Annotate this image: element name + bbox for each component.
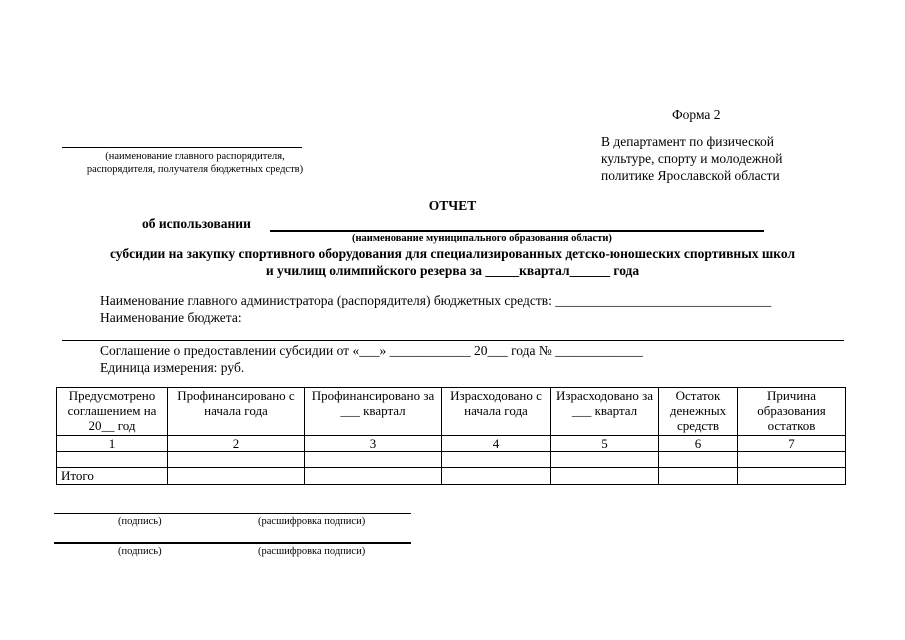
report-table: [56, 387, 846, 485]
table-cell[interactable]: [738, 452, 846, 468]
sender-caption-line-2: распорядителя, получателя бюджетных средств): [86, 164, 304, 175]
usage-prefix: об использовании: [142, 216, 251, 231]
table-cell[interactable]: [551, 452, 659, 468]
table-cell[interactable]: [738, 468, 846, 485]
table-cell[interactable]: [442, 468, 551, 485]
recipient-line-1: В департамент по физической: [601, 134, 774, 149]
recipient-line-2: культуре, спорту и молодежной: [601, 151, 783, 166]
municipal-name-line[interactable]: [270, 230, 764, 232]
table-total-row: [57, 468, 846, 485]
table-cell[interactable]: [168, 468, 305, 485]
form-label: Форма 2: [672, 107, 721, 122]
table-cell[interactable]: [659, 452, 738, 468]
header-cell: Израсходовано за ___ квартал: [551, 388, 659, 436]
admin-name-field: Наименование главного администратора (распорядителя) бюджетных средств: ________________________________: [100, 293, 772, 308]
sender-caption-line-1: (наименование главного распорядителя,: [105, 151, 285, 162]
signature-caption-2: (подпись): [118, 546, 162, 557]
header-cell: Остаток денежных средств: [659, 388, 738, 436]
column-number: 3: [305, 436, 442, 452]
signature-line-2[interactable]: [54, 542, 411, 544]
table-header-row: [57, 388, 846, 436]
header-cell: Профинансировано за ___ квартал: [305, 388, 442, 436]
table-cell[interactable]: [168, 452, 305, 468]
header-cell: Профинансировано с начала года: [168, 388, 305, 436]
signature-caption-1: (подпись): [118, 516, 162, 527]
decode-caption-1: (расшифровка подписи): [258, 516, 366, 527]
table-cell[interactable]: [551, 468, 659, 485]
column-number: 6: [659, 436, 738, 452]
budget-name-line[interactable]: [62, 340, 844, 341]
recipient-line-3: политике Ярославской области: [601, 168, 780, 183]
signature-line-1[interactable]: [54, 513, 411, 514]
table-cell[interactable]: [442, 452, 551, 468]
table-cell[interactable]: [305, 468, 442, 485]
header-cell: Израсходовано с начала года: [442, 388, 551, 436]
subsidy-line-1: субсидии на закупку спортивного оборудования для специализированных детско-юношеских спортивных школ: [109, 246, 796, 261]
sender-name-line[interactable]: [62, 147, 302, 148]
column-number: 2: [168, 436, 305, 452]
column-number: 7: [738, 436, 846, 452]
table-cell[interactable]: [57, 452, 168, 468]
header-cell: Предусмотрено соглашением на 20__ год: [57, 388, 168, 436]
agreement-field: Соглашение о предоставлении субсидии от «___» ____________ 20___ года № _____________: [100, 343, 643, 358]
header-cell: Причина образования остатков: [738, 388, 846, 436]
budget-name-label: Наименование бюджета:: [100, 310, 242, 325]
total-label: Итого: [57, 468, 168, 485]
subsidy-line-2: и училищ олимпийского резерва за _____квартал______ года: [265, 263, 640, 278]
column-number: 5: [551, 436, 659, 452]
table-cell[interactable]: [659, 468, 738, 485]
table-cell[interactable]: [305, 452, 442, 468]
column-number: 4: [442, 436, 551, 452]
decode-caption-2: (расшифровка подписи): [258, 546, 366, 557]
table-row: [57, 452, 846, 468]
unit-label: Единица измерения: руб.: [100, 360, 245, 375]
column-number: 1: [57, 436, 168, 452]
table-number-row: [57, 436, 846, 452]
report-title: ОТЧЕТ: [428, 198, 477, 213]
municipal-caption: (наименование муниципального образования области): [352, 233, 612, 244]
